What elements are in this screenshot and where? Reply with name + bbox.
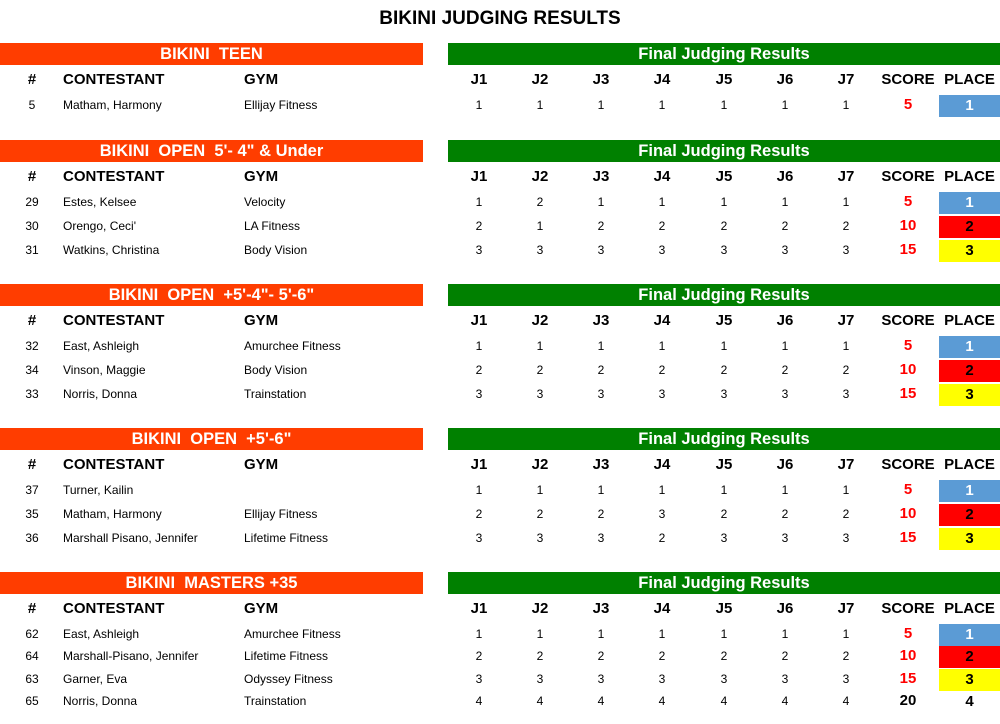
category-title: BIKINI MASTERS +35 xyxy=(0,572,423,594)
place-badge: 4 xyxy=(939,691,1000,713)
total-score: 10 xyxy=(899,361,917,378)
table-row xyxy=(0,668,1000,690)
contestant-name: Matham, Harmony xyxy=(63,507,162,521)
judge-score-3: 3 xyxy=(597,531,605,545)
header-judge-3: J3 xyxy=(592,168,610,185)
judge-score-1: 4 xyxy=(475,693,483,708)
contestant-number: 31 xyxy=(25,243,39,257)
judge-score-4: 1 xyxy=(658,195,666,209)
header-contestant: CONTESTANT xyxy=(63,456,165,473)
header-judge-4: J4 xyxy=(653,168,671,185)
table-row xyxy=(0,335,1000,357)
judge-score-7: 2 xyxy=(842,363,850,377)
judge-score-3: 3 xyxy=(597,243,605,257)
contestant-name: Matham, Harmony xyxy=(63,98,162,112)
contestant-name: Watkins, Christina xyxy=(63,243,160,257)
header-judge-7: J7 xyxy=(837,71,855,88)
total-score: 10 xyxy=(899,647,917,665)
judge-score-7: 1 xyxy=(842,339,850,353)
total-score: 5 xyxy=(903,96,913,113)
table-header xyxy=(0,454,1000,476)
total-score: 15 xyxy=(899,669,917,687)
place-badge: 2 xyxy=(939,360,1000,382)
header-judge-4: J4 xyxy=(653,312,671,329)
judge-score-4: 2 xyxy=(658,219,666,233)
total-score: 15 xyxy=(899,529,917,546)
judge-score-4: 3 xyxy=(658,243,666,257)
table-row xyxy=(0,623,1000,645)
place-badge: 3 xyxy=(939,240,1000,262)
header-judge-4: J4 xyxy=(653,71,671,88)
judge-score-6: 1 xyxy=(781,339,789,353)
header-judge-6: J6 xyxy=(776,312,794,329)
contestant-gym: Ellijay Fitness xyxy=(244,98,318,112)
header-gym: GYM xyxy=(244,168,279,185)
header-judge-1: J1 xyxy=(470,456,488,473)
judge-score-4: 3 xyxy=(658,671,666,686)
judge-score-4: 1 xyxy=(658,627,666,641)
header-score: SCORE xyxy=(881,600,935,617)
header-judge-3: J3 xyxy=(592,456,610,473)
table-row xyxy=(0,191,1000,213)
table-row xyxy=(0,503,1000,525)
table-header xyxy=(0,310,1000,332)
contestant-gym: Trainstation xyxy=(244,387,307,401)
table-header xyxy=(0,69,1000,91)
judge-score-4: 2 xyxy=(658,531,666,545)
total-score: 15 xyxy=(899,385,917,402)
judge-score-2: 3 xyxy=(536,387,544,401)
header-judge-3: J3 xyxy=(592,312,610,329)
contestant-number: 36 xyxy=(25,531,39,545)
judge-score-7: 2 xyxy=(842,219,850,233)
judge-score-3: 1 xyxy=(597,483,605,497)
header-contestant: CONTESTANT xyxy=(63,600,165,617)
judge-score-2: 2 xyxy=(536,195,544,209)
judge-score-1: 1 xyxy=(475,98,483,112)
contestant-gym: Ellijay Fitness xyxy=(244,507,318,521)
header-contestant: CONTESTANT xyxy=(63,312,165,329)
category-title: BIKINI OPEN 5'- 4" & Under xyxy=(0,140,423,162)
judge-score-5: 2 xyxy=(720,219,728,233)
judge-score-4: 2 xyxy=(658,363,666,377)
contestant-name: Orengo, Ceci' xyxy=(63,219,136,233)
header-number: # xyxy=(27,312,37,329)
judge-score-1: 1 xyxy=(475,627,483,641)
judge-score-2: 1 xyxy=(536,339,544,353)
judge-score-3: 3 xyxy=(597,671,605,686)
header-score: SCORE xyxy=(881,456,935,473)
judge-score-1: 2 xyxy=(475,363,483,377)
header-judge-5: J5 xyxy=(715,71,733,88)
header-gym: GYM xyxy=(244,312,279,329)
header-judge-1: J1 xyxy=(470,71,488,88)
header-place: PLACE xyxy=(944,312,995,329)
contestant-name: Norris, Donna xyxy=(63,693,138,708)
judge-score-7: 1 xyxy=(842,483,850,497)
table-row xyxy=(0,215,1000,237)
judge-score-4: 1 xyxy=(658,483,666,497)
contestant-gym: Velocity xyxy=(244,195,286,209)
judge-score-3: 1 xyxy=(597,195,605,209)
contestant-name: Norris, Donna xyxy=(63,387,138,401)
judge-score-3: 2 xyxy=(597,219,605,233)
results-title: Final Judging Results xyxy=(448,43,1000,65)
header-judge-2: J2 xyxy=(531,600,549,617)
contestant-gym: LA Fitness xyxy=(244,219,301,233)
results-title: Final Judging Results xyxy=(448,428,1000,450)
header-judge-1: J1 xyxy=(470,168,488,185)
judge-score-6: 2 xyxy=(781,219,789,233)
header-judge-5: J5 xyxy=(715,456,733,473)
contestant-number: 5 xyxy=(28,98,36,112)
contestant-name: Garner, Eva xyxy=(63,671,128,686)
judge-score-5: 1 xyxy=(720,195,728,209)
header-judge-3: J3 xyxy=(592,600,610,617)
contestant-gym: Body Vision xyxy=(244,363,308,377)
header-number: # xyxy=(27,600,37,617)
judge-score-5: 2 xyxy=(720,363,728,377)
contestant-name: Estes, Kelsee xyxy=(63,195,137,209)
judge-score-1: 3 xyxy=(475,243,483,257)
judge-score-3: 2 xyxy=(597,507,605,521)
total-score: 10 xyxy=(899,505,917,522)
judge-score-6: 3 xyxy=(781,387,789,401)
contestant-name: Turner, Kailin xyxy=(63,483,134,497)
contestant-gym: Lifetime Fitness xyxy=(244,649,329,664)
header-judge-2: J2 xyxy=(531,168,549,185)
judge-score-2: 3 xyxy=(536,531,544,545)
judge-score-3: 1 xyxy=(597,339,605,353)
header-place: PLACE xyxy=(944,456,995,473)
table-row xyxy=(0,239,1000,261)
header-judge-7: J7 xyxy=(837,168,855,185)
category-title: BIKINI OPEN +5'-4"- 5'-6" xyxy=(0,284,423,306)
page-title: BIKINI JUDGING RESULTS xyxy=(379,8,621,29)
header-place: PLACE xyxy=(944,600,995,617)
header-number: # xyxy=(27,168,37,185)
header-number: # xyxy=(27,456,37,473)
judge-score-5: 1 xyxy=(720,98,728,112)
header-contestant: CONTESTANT xyxy=(63,168,165,185)
judge-score-5: 3 xyxy=(720,531,728,545)
judge-score-7: 3 xyxy=(842,531,850,545)
judge-score-2: 2 xyxy=(536,507,544,521)
place-badge: 3 xyxy=(939,528,1000,550)
contestant-number: 29 xyxy=(25,195,39,209)
judge-score-4: 1 xyxy=(658,339,666,353)
header-judge-6: J6 xyxy=(776,600,794,617)
judge-score-4: 2 xyxy=(658,649,666,664)
judge-score-5: 2 xyxy=(720,507,728,521)
judge-score-1: 3 xyxy=(475,531,483,545)
place-badge: 1 xyxy=(939,192,1000,214)
header-judge-1: J1 xyxy=(470,312,488,329)
judge-score-5: 2 xyxy=(720,649,728,664)
contestant-number: 63 xyxy=(25,671,39,686)
judge-score-4: 3 xyxy=(658,507,666,521)
judge-score-3: 4 xyxy=(597,693,605,708)
table-row xyxy=(0,479,1000,501)
header-place: PLACE xyxy=(944,71,995,88)
judge-score-2: 4 xyxy=(536,693,544,708)
judge-score-7: 1 xyxy=(842,98,850,112)
header-judge-6: J6 xyxy=(776,71,794,88)
judge-score-7: 3 xyxy=(842,671,850,686)
judge-score-4: 3 xyxy=(658,387,666,401)
total-score: 5 xyxy=(903,193,913,210)
header-gym: GYM xyxy=(244,456,279,473)
place-badge: 1 xyxy=(939,624,1000,646)
results-title: Final Judging Results xyxy=(448,572,1000,594)
header-judge-7: J7 xyxy=(837,312,855,329)
judge-score-7: 4 xyxy=(842,693,850,708)
place-badge: 3 xyxy=(939,669,1000,691)
judge-score-3: 1 xyxy=(597,98,605,112)
header-judge-6: J6 xyxy=(776,168,794,185)
contestant-gym: Body Vision xyxy=(244,243,308,257)
table-row xyxy=(0,690,1000,712)
judge-score-3: 3 xyxy=(597,387,605,401)
contestant-gym: Odyssey Fitness xyxy=(244,671,333,686)
judge-score-7: 1 xyxy=(842,195,850,209)
header-score: SCORE xyxy=(881,312,935,329)
judge-score-2: 2 xyxy=(536,363,544,377)
judge-score-7: 1 xyxy=(842,627,850,641)
contestant-number: 64 xyxy=(25,649,39,664)
contestant-number: 32 xyxy=(25,339,39,353)
contestant-name: Marshall Pisano, Jennifer xyxy=(63,531,198,545)
judge-score-1: 2 xyxy=(475,649,483,664)
judge-score-5: 3 xyxy=(720,387,728,401)
judge-score-7: 3 xyxy=(842,387,850,401)
total-score: 5 xyxy=(903,481,913,498)
header-gym: GYM xyxy=(244,71,279,88)
header-judge-4: J4 xyxy=(653,600,671,617)
judge-score-2: 3 xyxy=(536,671,544,686)
contestant-gym: Amurchee Fitness xyxy=(244,339,341,353)
table-row xyxy=(0,383,1000,405)
place-badge: 2 xyxy=(939,646,1000,668)
judge-score-2: 1 xyxy=(536,98,544,112)
judge-score-6: 3 xyxy=(781,671,789,686)
judge-score-5: 4 xyxy=(720,693,728,708)
judge-score-2: 2 xyxy=(536,649,544,664)
header-contestant: CONTESTANT xyxy=(63,71,165,88)
header-judge-3: J3 xyxy=(592,71,610,88)
contestant-name: East, Ashleigh xyxy=(63,627,140,641)
contestant-number: 62 xyxy=(25,627,39,641)
place-badge: 2 xyxy=(939,216,1000,238)
table-row xyxy=(0,94,1000,116)
place-badge: 3 xyxy=(939,384,1000,406)
judge-score-1: 2 xyxy=(475,507,483,521)
header-judge-5: J5 xyxy=(715,600,733,617)
header-judge-7: J7 xyxy=(837,456,855,473)
judge-score-1: 1 xyxy=(475,339,483,353)
contestant-number: 30 xyxy=(25,219,39,233)
contestant-number: 37 xyxy=(25,483,39,497)
total-score: 5 xyxy=(903,625,913,642)
header-judge-4: J4 xyxy=(653,456,671,473)
judge-score-3: 1 xyxy=(597,627,605,641)
table-header xyxy=(0,598,1000,620)
judge-score-1: 1 xyxy=(475,195,483,209)
judge-score-1: 2 xyxy=(475,219,483,233)
total-score: 20 xyxy=(899,691,917,709)
header-score: SCORE xyxy=(881,71,935,88)
header-number: # xyxy=(27,71,37,88)
judge-score-2: 1 xyxy=(536,219,544,233)
judge-score-5: 3 xyxy=(720,671,728,686)
header-gym: GYM xyxy=(244,600,279,617)
judge-score-2: 1 xyxy=(536,483,544,497)
judge-score-6: 4 xyxy=(781,693,789,708)
judge-score-4: 4 xyxy=(658,693,666,708)
header-judge-5: J5 xyxy=(715,168,733,185)
judge-score-6: 2 xyxy=(781,649,789,664)
header-judge-1: J1 xyxy=(470,600,488,617)
results-title: Final Judging Results xyxy=(448,284,1000,306)
place-badge: 1 xyxy=(939,95,1000,117)
judge-score-6: 1 xyxy=(781,195,789,209)
contestant-gym: Lifetime Fitness xyxy=(244,531,329,545)
header-judge-2: J2 xyxy=(531,71,549,88)
judge-score-4: 1 xyxy=(658,98,666,112)
judge-score-6: 3 xyxy=(781,243,789,257)
judge-score-7: 2 xyxy=(842,507,850,521)
category-title: BIKINI OPEN +5'-6" xyxy=(0,428,423,450)
judge-score-1: 1 xyxy=(475,483,483,497)
table-row xyxy=(0,527,1000,549)
place-badge: 2 xyxy=(939,504,1000,526)
contestant-gym: Amurchee Fitness xyxy=(244,627,341,641)
table-row xyxy=(0,645,1000,667)
place-badge: 1 xyxy=(939,336,1000,358)
contestant-name: East, Ashleigh xyxy=(63,339,140,353)
judge-score-6: 1 xyxy=(781,98,789,112)
judge-score-7: 3 xyxy=(842,243,850,257)
contestant-name: Vinson, Maggie xyxy=(63,363,146,377)
judge-score-5: 1 xyxy=(720,483,728,497)
header-judge-2: J2 xyxy=(531,456,549,473)
contestant-number: 65 xyxy=(25,693,39,708)
table-header xyxy=(0,166,1000,188)
judge-score-6: 2 xyxy=(781,363,789,377)
header-judge-2: J2 xyxy=(531,312,549,329)
results-title: Final Judging Results xyxy=(448,140,1000,162)
contestant-number: 35 xyxy=(25,507,39,521)
judge-score-3: 2 xyxy=(597,363,605,377)
judge-score-5: 3 xyxy=(720,243,728,257)
contestant-number: 33 xyxy=(25,387,39,401)
header-judge-7: J7 xyxy=(837,600,855,617)
category-title: BIKINI TEEN xyxy=(0,43,423,65)
judge-score-6: 2 xyxy=(781,507,789,521)
contestant-number: 34 xyxy=(25,363,39,377)
judge-score-5: 1 xyxy=(720,627,728,641)
contestant-gym: Trainstation xyxy=(244,693,307,708)
judge-score-1: 3 xyxy=(475,671,483,686)
place-badge: 1 xyxy=(939,480,1000,502)
total-score: 15 xyxy=(899,241,917,258)
header-judge-5: J5 xyxy=(715,312,733,329)
judge-score-5: 1 xyxy=(720,339,728,353)
header-score: SCORE xyxy=(881,168,935,185)
judge-score-2: 3 xyxy=(536,243,544,257)
judge-score-6: 1 xyxy=(781,483,789,497)
judge-score-3: 2 xyxy=(597,649,605,664)
contestant-name: Marshall-Pisano, Jennifer xyxy=(63,649,199,664)
judge-score-7: 2 xyxy=(842,649,850,664)
judge-score-6: 1 xyxy=(781,627,789,641)
judge-score-1: 3 xyxy=(475,387,483,401)
judge-score-6: 3 xyxy=(781,531,789,545)
table-row xyxy=(0,359,1000,381)
header-judge-6: J6 xyxy=(776,456,794,473)
total-score: 5 xyxy=(903,337,913,354)
total-score: 10 xyxy=(899,217,917,234)
header-place: PLACE xyxy=(944,168,995,185)
judge-score-2: 1 xyxy=(536,627,544,641)
